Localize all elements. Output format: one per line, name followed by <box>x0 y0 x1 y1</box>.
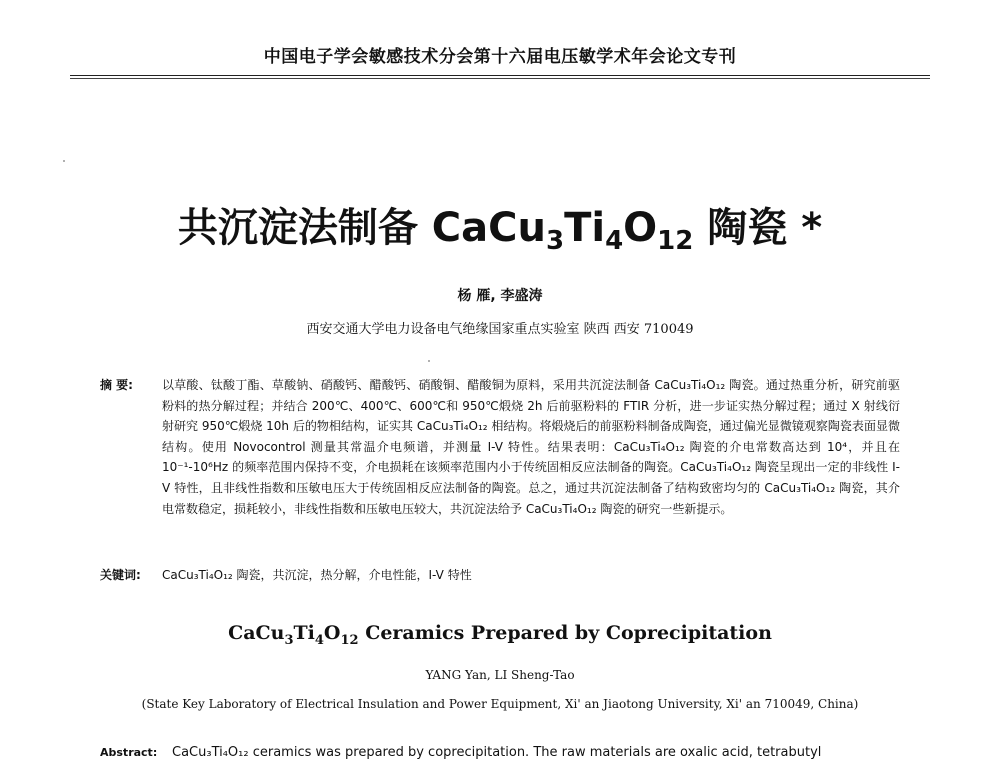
authors-en: YANG Yan, LI Sheng-Tao <box>425 668 575 682</box>
keywords-cn-text: CaCu₃Ti₄O₁₂ 陶瓷，共沉淀，热分解，介电性能，I-V 特性 <box>162 568 472 582</box>
affiliation-cn: 西安交通大学电力设备电气绝缘国家重点实验室 陕西 西安 710049 <box>306 322 694 337</box>
abstract-en-label: Abstract: <box>100 746 158 759</box>
abstract-cn <box>100 375 900 519</box>
journal-header: 中国电子学会敏感技术分会第十六届电压敏学术年会论文专刊 <box>263 47 737 67</box>
header-rule <box>70 75 930 76</box>
scan-speck <box>428 360 430 362</box>
keywords-cn <box>100 566 900 583</box>
scan-speck <box>63 160 65 162</box>
abstract-cn-label: 摘 要: <box>100 378 133 392</box>
abstract-en-text: CaCu₃Ti₄O₁₂ ceramics was prepared by coprecipitation. The raw materials are oxalic acid, tetrabutyl <box>172 745 822 760</box>
keywords-cn-label: 关键词: <box>100 568 141 582</box>
paper-title-cn: 共沉淀法制备 $CaCu_3Ti_4O_{12}$ 陶瓷 * <box>177 205 823 256</box>
abstract-en <box>100 745 900 760</box>
authors-cn: 杨 雁, 李盛涛 <box>457 288 543 304</box>
abstract-cn-text: 以草酸、钛酸丁酯、草酸钠、硝酸钙、醋酸钙、硝酸铜、醋酸铜为原料，采用共沉淀法制备 CaCu₃Ti₄O₁₂ 陶瓷。通过热重分析，研究前驱粉料的热分解过程；并结合 200℃、400℃、600℃和 950℃煅烧 2h 后前驱粉料的 FTIR 分析，进一步证实热分解过程；通过 X 射线衍射研究 950℃煅烧 10h 后的物相结构，证实其 CaCu₃Ti₄O₁₂ 相结构。将煅烧后的前驱粉料制备成陶瓷，通过偏光显微镜观察陶瓷表面显微结构。使用 Novocontrol 测量其常温介电频谱，并测量 I-V 特性。结果表明：CaCu₃Ti₄O₁₂ 陶瓷的介电常数高达到 10⁴，并且在 10⁻¹-10⁶Hz 的频率范围内保持不变，介电损耗在该频率范围内小于传统固相反应法制备的陶瓷。CaCu₃Ti₄O₁₂ 陶瓷呈现出一定的非线性 I-V 特性，且非线性指数和压敏电压大于传统固相反应法制备的陶瓷。总之，通过共沉淀法制备了结构致密均匀的 CaCu₃Ti₄O₁₂ 陶瓷，其介电常数稳定，损耗较小，非线性指数和压敏电压较大，共沉淀法给予 CaCu₃Ti₄O₁₂ 陶瓷的研究一些新提示。 <box>162 378 900 516</box>
header-rule-thin <box>70 78 930 79</box>
paper-title-en: $CaCu_3Ti_4O_{12}$ Ceramics Prepared by Coprecipitation <box>228 622 772 648</box>
affiliation-en: (State Key Laboratory of Electrical Insulation and Power Equipment, Xi' an Jiaotong University, Xi' an 710049, China) <box>141 697 859 711</box>
